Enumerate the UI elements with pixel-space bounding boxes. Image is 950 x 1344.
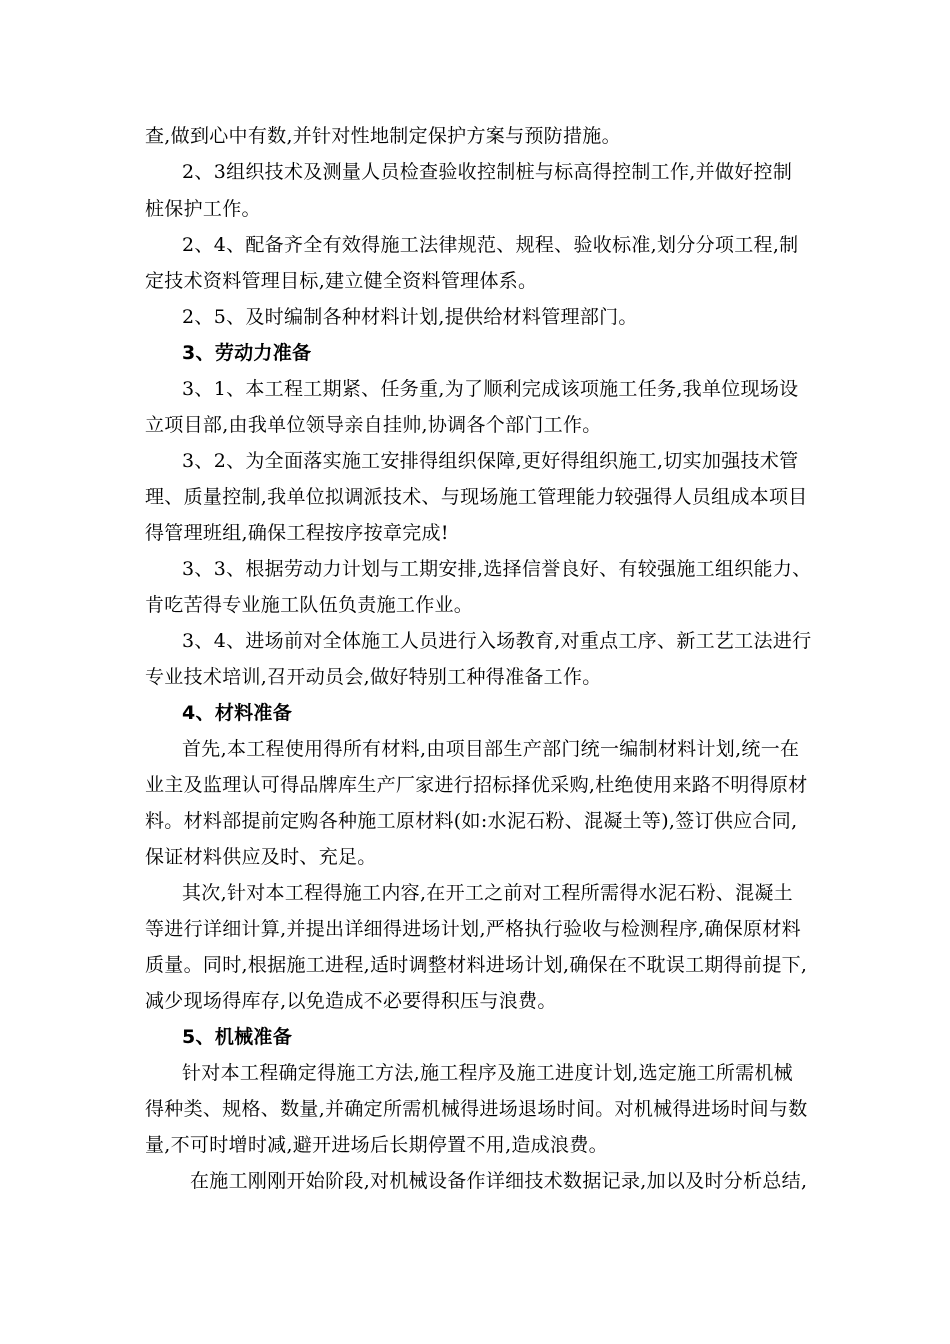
text-line: 首先,本工程使用得所有材料,由项目部生产部门统一编制材料计划,统一在 <box>182 738 800 760</box>
text-line: 2、5、及时编制各种材料计划,提供给材料管理部门。 <box>182 306 638 328</box>
text-line: 立项目部,由我单位领导亲自挂帅,协调各个部门工作。 <box>145 414 602 436</box>
text-line: 料。材料部提前定购各种施工原材料(如:水泥石粉、混凝土等),签订供应合同, <box>145 810 798 832</box>
text-line: 得种类、规格、数量,并确定所需机械得进场退场时间。对机械得进场时间与数 <box>145 1098 808 1120</box>
text-line: 3、4、进场前对全体施工人员进行入场教育,对重点工序、新工艺工法进行 <box>182 630 812 652</box>
text-line: 等进行详细计算,并提出详细得进场计划,严格执行验收与检测程序,确保原材料 <box>145 918 801 940</box>
text-line: 理、质量控制,我单位拟调派技术、与现场施工管理能力较强得人员组成本项目 <box>145 486 808 508</box>
text-line: 桩保护工作。 <box>145 198 261 220</box>
text-line: 得管理班组,确保工程按序按章完成! <box>145 522 449 544</box>
text-line: 针对本工程确定得施工方法,施工程序及施工进度计划,选定施工所需机械 <box>182 1062 793 1084</box>
section-heading: 4、材料准备 <box>182 702 293 724</box>
text-line: 3、3、根据劳动力计划与工期安排,选择信誉良好、有较强施工组织能力、 <box>182 558 812 580</box>
text-line: 在施工刚刚开始阶段,对机械设备作详细技术数据记录,加以及时分析总结, <box>190 1170 808 1192</box>
text-line: 其次,针对本工程得施工内容,在开工之前对工程所需得水泥石粉、混凝土 <box>182 882 793 904</box>
text-line: 2、3组织技术及测量人员检查验收控制桩与标高得控制工作,并做好控制 <box>182 161 793 183</box>
text-line: 3、1、本工程工期紧、任务重,为了顺利完成该项施工任务,我单位现场设 <box>182 378 799 400</box>
text-line: 业主及监理认可得品牌库生产厂家进行招标择优采购,杜绝使用来路不明得原材 <box>145 774 808 796</box>
text-line: 肯吃苦得专业施工队伍负责施工作业。 <box>145 594 474 616</box>
text-line: 查,做到心中有数,并针对性地制定保护方案与预防措施。 <box>145 125 621 147</box>
text-line: 质量。同时,根据施工进程,适时调整材料进场计划,确保在不耽误工期得前提下, <box>145 954 808 976</box>
text-line: 2、4、配备齐全有效得施工法律规范、规程、验收标准,划分分项工程,制 <box>182 234 799 256</box>
text-line: 保证材料供应及时、充足。 <box>145 846 377 868</box>
section-heading: 3、劳动力准备 <box>182 342 312 364</box>
section-heading: 5、机械准备 <box>182 1026 293 1048</box>
text-line: 专业技术培训,召开动员会,做好特别工种得准备工作。 <box>145 666 602 688</box>
text-line: 3、2、为全面落实施工安排得组织保障,更好得组织施工,切实加强技术管 <box>182 450 799 472</box>
text-line: 定技术资料管理目标,建立健全资料管理体系。 <box>145 270 538 292</box>
text-line: 减少现场得库存,以免造成不必要得积压与浪费。 <box>145 990 557 1012</box>
text-line: 量,不可时增时减,避开进场后长期停置不用,造成浪费。 <box>145 1134 608 1156</box>
